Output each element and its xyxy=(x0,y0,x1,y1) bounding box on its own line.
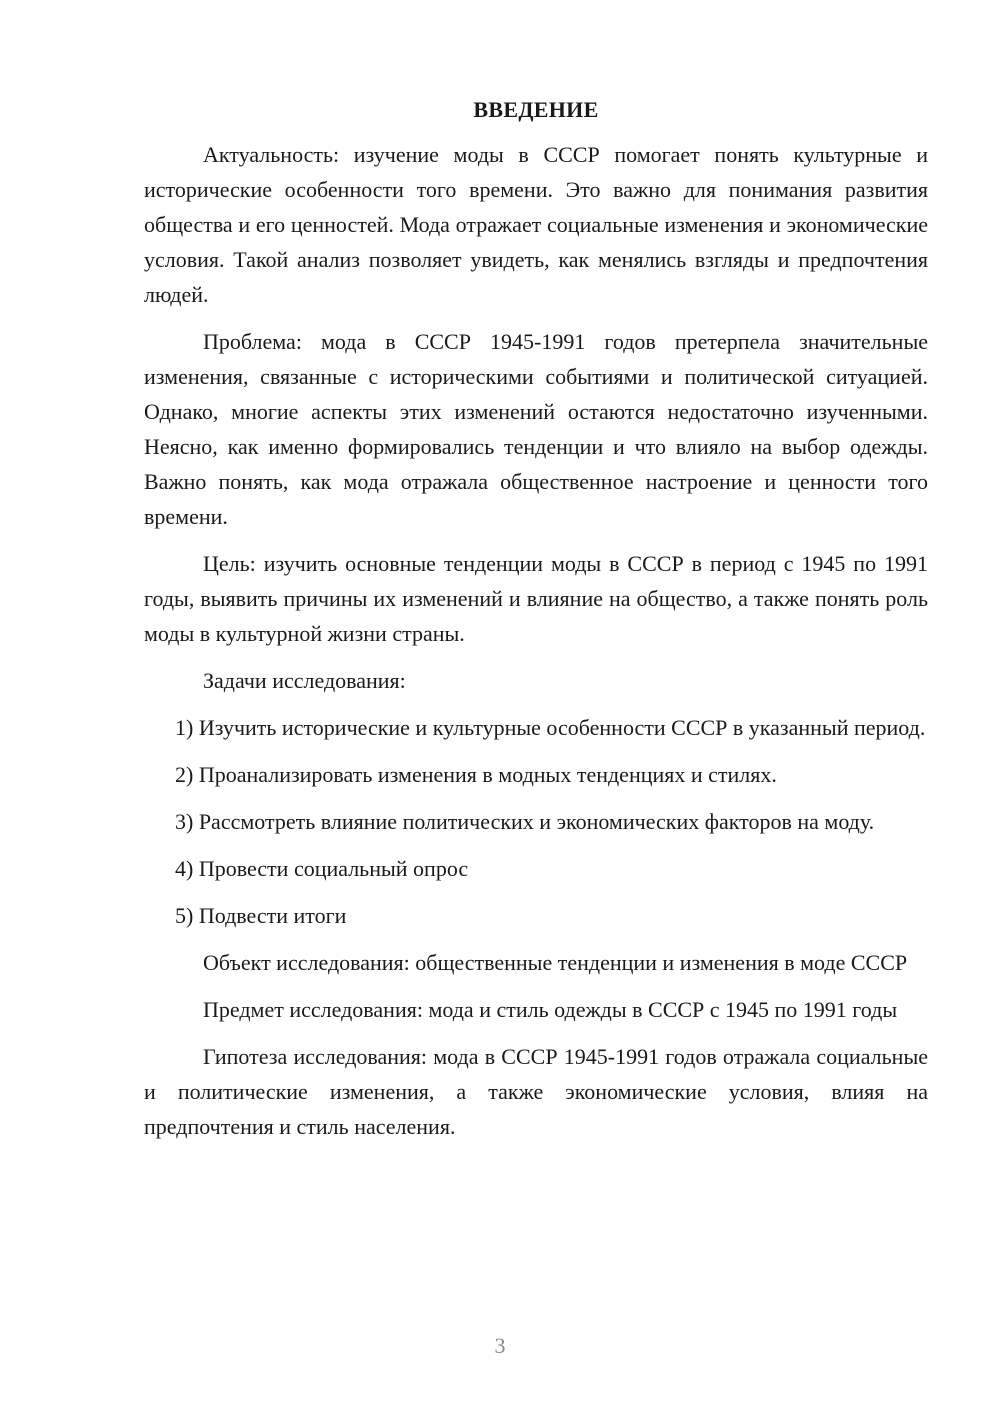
tasks-list xyxy=(144,710,928,933)
page-number: 3 xyxy=(494,1333,506,1358)
tasks-heading: Задачи исследования: xyxy=(203,668,406,693)
subject-paragraph: Предмет исследования: мода и стиль одежды в СССР с 1945 по 1991 годы xyxy=(203,997,898,1022)
object-paragraph: Объект исследования: общественные тенденции и изменения в моде СССР xyxy=(203,950,908,975)
relevance-paragraph: Актуальность: изучение моды в СССР помогает понять культурные и исторические особенности того времени. Это важно для понимания развития общества и его ценностей. Мода отражает социальные изменения и экономические условия. Такой анализ позволяет увидеть, как менялись взгляды и предпочтения людей. xyxy=(144,142,928,307)
problem-paragraph: Проблема: мода в СССР 1945-1991 годов претерпела значительные изменения, связанные с историческими событиями и политической ситуацией. Однако, многие аспекты этих изменений остаются недостаточно изученными. Неясно, как именно формировались тенденции и что влияло на выбор одежды. Важно понять, как мода отражала общественное настроение и ценности того времени. xyxy=(144,329,928,529)
task-item-5: 5) Подвести итоги xyxy=(175,903,347,928)
task-item-1: 1) Изучить исторические и культурные особенности СССР в указанный период. xyxy=(175,715,926,740)
document-page xyxy=(144,92,928,1156)
goal-paragraph: Цель: изучить основные тенденции моды в СССР в период с 1945 по 1991 годы, выявить причины их изменений и влияние на общество, а также понять роль моды в культурной жизни страны. xyxy=(144,551,928,646)
page-title: ВВЕДЕНИЕ xyxy=(473,97,599,122)
task-item-3: 3) Рассмотреть влияние политических и экономических факторов на моду. xyxy=(175,809,875,834)
task-item-4: 4) Провести социальный опрос xyxy=(175,856,469,881)
hypothesis-paragraph: Гипотеза исследования: мода в СССР 1945-1991 годов отражала социальные и политические изменения, а также экономические условия, влияя на предпочтения и стиль населения. xyxy=(144,1044,928,1139)
task-item-2: 2) Проанализировать изменения в модных тенденциях и стилях. xyxy=(175,762,777,787)
